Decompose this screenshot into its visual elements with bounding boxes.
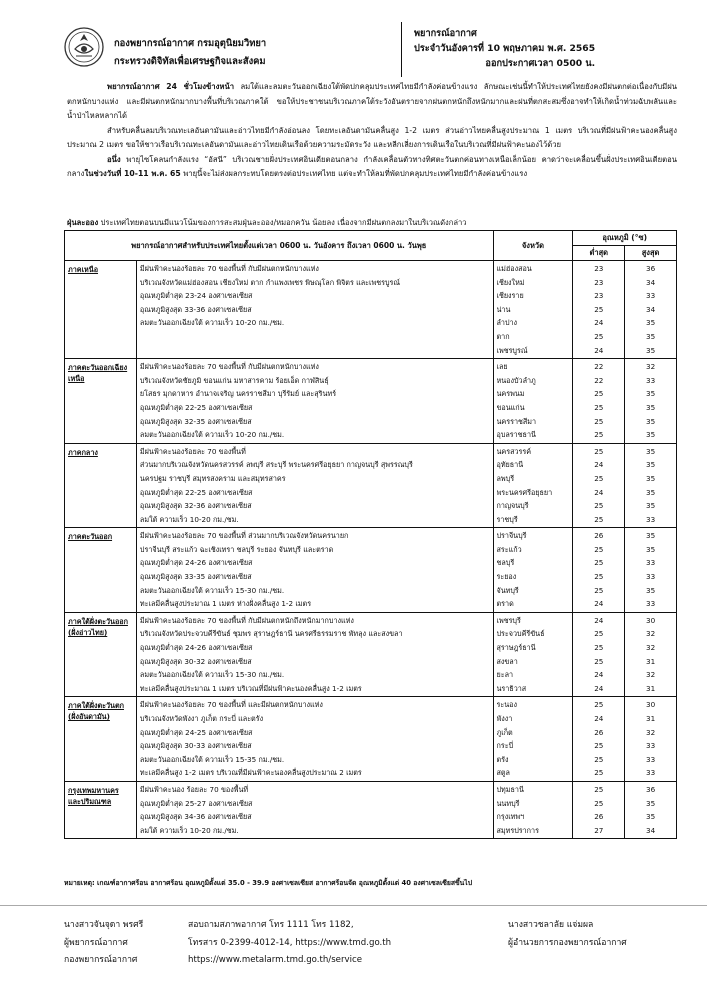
forecast-line: ลมใต้ ความเร็ว 10-20 กม./ชม. [139, 514, 239, 524]
province-cell: สตูล [496, 768, 510, 778]
temp-min-cell: 23 [594, 277, 604, 287]
region-forecast [136, 261, 493, 359]
province-cell: สงขลา [496, 656, 518, 666]
col-forecast-header: พยากรณ์อากาศสำหรับประเทศไทยตั้งแต่เวลา 0600 น. วันอังคาร ถึงเวลา 0600 น. วันพุธ [65, 231, 494, 261]
region-row [65, 781, 677, 838]
temp-max-cell: 35 [646, 473, 656, 483]
forecast-line: มีฝนฟ้าคะนอง ร้อยละ 70 ของพื้นที่ [139, 784, 249, 794]
forecast-line: บริเวณจังหวัดชัยภูมิ ขอนแก่น มหาสารคาม ร้อยเอ็ด กาฬสินธุ์ [139, 375, 329, 385]
forecast-line: อุณหภูมิสูงสุด 32-36 องศาเซลเซียส [139, 501, 252, 511]
temp-min-cell: 22 [594, 362, 604, 372]
temp-min-cell: 25 [594, 784, 604, 794]
temp-max-cell: 35 [646, 501, 656, 511]
province-cell-group [493, 697, 573, 782]
province-cell: ตราด [496, 599, 514, 609]
forecast-date: ประจำวันอังคารที่ 10 พฤษภาคม พ.ศ. 2565 [414, 43, 596, 54]
forecast-line: อุณหภูมิต่ำสุด 22-25 องศาเซลเซียส [139, 487, 253, 497]
forecast-line: ลมตะวันออกเฉียงใต้ ความเร็ว 15-30 กม./ชม. [139, 585, 285, 595]
temp-max-cell: 33 [646, 599, 656, 609]
temp-min-cell-group [573, 781, 625, 838]
region-name: ภาคเหนือ [65, 261, 137, 359]
forecast-line: บริเวณจังหวัดประจวบคีรีขันธ์ ชุมพร สุราษฎร์ธานี นครศรีธรรมราช พัทลุง และสงขลา [139, 629, 403, 639]
temp-max-cell: 33 [646, 741, 656, 751]
document-header [0, 0, 707, 82]
temp-max-cell: 30 [646, 700, 656, 710]
province-cell: ตรัง [496, 754, 509, 764]
forecast-line: อุณหภูมิสูงสุด 33-36 องศาเซลเซียส [139, 304, 252, 314]
temp-min-cell: 24 [594, 670, 604, 680]
province-cell: นครราชสีมา [496, 416, 537, 426]
region-name: ภาคใต้ฝั่งตะวันตก (ฝั่งอันดามัน) [65, 697, 137, 782]
forecast-line: ลมตะวันออกเฉียงใต้ ความเร็ว 15-35 กม./ชม. [139, 754, 285, 764]
temp-max-cell: 36 [646, 264, 656, 273]
province-cell: กรุงเทพฯ [496, 812, 525, 822]
temp-max-cell: 35 [646, 389, 656, 399]
contact-phone: สอบถามสภาพอากาศ โทร 1111 โทร 1182, [188, 920, 354, 930]
forecast-line: อุณหภูมิต่ำสุด 24-26 องศาเซลเซียส [139, 643, 253, 653]
temp-max-cell: 32 [646, 629, 656, 639]
temp-max-cell: 35 [646, 487, 656, 497]
col-min-header: ต่ำสุด [573, 246, 625, 261]
temp-min-cell: 23 [594, 264, 604, 273]
province-cell: เพชรบูรณ์ [496, 345, 528, 355]
region-name: ภาคกลาง [65, 443, 137, 528]
region-forecast [136, 443, 493, 528]
region-forecast [136, 781, 493, 838]
col-max-header: สูงสุด [625, 246, 677, 261]
temp-min-cell: 26 [594, 531, 604, 541]
province-cell: ปทุมธานี [496, 784, 524, 794]
forecast-title-block [414, 26, 595, 71]
region-row [65, 261, 677, 359]
province-cell: ลำปาง [496, 318, 518, 328]
forecast-line: อุณหภูมิต่ำสุด 23-24 องศาเซลเซียส [139, 291, 253, 301]
temp-min-cell: 24 [594, 683, 604, 693]
temp-max-cell: 35 [646, 331, 656, 341]
director-block [508, 917, 627, 952]
province-cell-group [493, 781, 573, 838]
summary-paragraph-2 [67, 124, 677, 153]
forecast-line: ทะเลมีคลื่นสูงประมาณ 1 เมตร บริเวณที่มีฝนฟ้าคะนองคลื่นสูง 1-2 เมตร [139, 683, 362, 693]
temp-min-cell: 25 [594, 389, 604, 399]
forecast-line: อุณหภูมิต่ำสุด 24-26 องศาเซลเซียส [139, 558, 253, 568]
forecast-line [140, 330, 490, 344]
forecast-line: อุณหภูมิสูงสุด 32-35 องศาเซลเซียส [139, 416, 252, 426]
province-cell-group [493, 612, 573, 697]
forecast-line: บริเวณจังหวัดพังงา ภูเก็ต กระบี่ และตรัง [139, 714, 264, 723]
province-cell: ปราจีนบุรี [496, 531, 527, 541]
forecast-line: ลมตะวันออกเฉียงใต้ ความเร็ว 15-30 กม./ชม. [139, 670, 285, 680]
temp-min-cell: 25 [594, 629, 604, 639]
temp-min-cell-group [573, 528, 625, 613]
temp-min-cell: 24 [594, 487, 604, 497]
province-cell: น่าน [496, 304, 511, 314]
temp-max-cell: 35 [646, 446, 656, 456]
footer-divider [0, 905, 707, 906]
province-cell: หนองบัวลำภู [496, 375, 536, 385]
temp-max-cell: 35 [646, 812, 656, 822]
summary-text-3b: พายุนี้จะไม่ส่งผลกระทบโดยตรงต่อประเทศไทย แต่จะทำให้ลมที่พัดปกคลุมประเทศไทยมีกำลังค่อนข้างแรง [180, 169, 528, 178]
temp-min-cell: 25 [594, 768, 604, 778]
temp-max-cell: 33 [646, 558, 656, 568]
col-province-header: จังหวัด [493, 231, 573, 261]
forecast-line: อุณหภูมิสูงสุด 33-35 องศาเซลเซียส [139, 572, 252, 582]
forecast-line: ปราจีนบุรี สระแก้ว ฉะเชิงเทรา ชลบุรี ระยอง จันทบุรี และตราด [139, 544, 334, 554]
director-title: ผู้อำนวยการกองพยากรณ์อากาศ [508, 937, 627, 948]
province-cell: สมุทรปราการ [496, 825, 539, 835]
region-row [65, 697, 677, 782]
region-name: ภาคใต้ฝั่งตะวันออก (ฝั่งอ่าวไทย) [65, 612, 137, 697]
temp-min-cell: 25 [594, 700, 604, 710]
temp-max-cell: 34 [646, 304, 656, 314]
temp-max-cell: 33 [646, 291, 656, 301]
temp-max-cell: 33 [646, 375, 656, 385]
contact-block [188, 917, 391, 970]
region-name: กรุงเทพมหานคร และปริมณฑล [65, 781, 137, 838]
temp-min-cell: 24 [594, 714, 604, 723]
contact-service-link[interactable]: https://www.metalarm.tmd.go.th/service [188, 955, 362, 965]
province-cell: ยะลา [496, 670, 514, 680]
temp-min-cell-group [573, 612, 625, 697]
forecast-line: ส่วนมากบริเวณจังหวัดนครสวรรค์ ลพบุรี สระบุรี พระนครศรีอยุธยา กาญจนบุรี สุพรรณบุรี [139, 460, 413, 470]
dust-label: ฝุ่นละออง [67, 218, 99, 227]
temp-max-cell: 33 [646, 572, 656, 582]
temp-max-cell: 33 [646, 754, 656, 764]
forecast-line: ยโสธร มุกดาหาร อำนาจเจริญ นครราชสีมา บุรีรัมย์ และสุรินทร์ [139, 389, 337, 399]
temp-max-cell-group [625, 443, 677, 528]
forecast-line: ลมตะวันออกเฉียงใต้ ความเร็ว 10-20 กม./ชม. [139, 430, 285, 440]
temp-max-cell: 31 [646, 683, 656, 693]
temp-max-cell: 34 [646, 825, 656, 835]
temp-max-cell: 35 [646, 798, 656, 808]
forecast-summary [67, 80, 677, 182]
heat-criteria-note: หมายเหตุ: เกณฑ์อากาศร้อน อากาศร้อน อุณหภูมิตั้งแต่ 35.0 - 39.9 องศาเซลเซียส อากาศร้อนจัด อุณหภูมิตั้งแต่ 40 องศาเซลเซียสขึ้นไป [64, 879, 473, 887]
temp-max-cell: 32 [646, 643, 656, 653]
province-cell: เชียงใหม่ [496, 277, 525, 287]
region-row [65, 528, 677, 613]
temp-max-cell: 32 [646, 727, 656, 737]
forecast-line: นครปฐม ราชบุรี สมุทรสงคราม และสมุทรสาคร [139, 473, 286, 483]
forecast-line: บริเวณจังหวัดแม่ฮ่องสอน เชียงใหม่ ตาก กำแพงเพชร พิษณุโลก พิจิตร และเพชรบูรณ์ [139, 277, 401, 287]
temp-min-cell-group [573, 261, 625, 359]
forecaster-block [64, 917, 143, 970]
temp-max-cell: 35 [646, 585, 656, 595]
temp-min-cell: 23 [594, 291, 604, 301]
summary-heading: พยากรณ์อากาศ 24 ชั่วโมงข้างหน้า [107, 82, 235, 91]
forecast-line: อุณหภูมิต่ำสุด 25-27 องศาเซลเซียส [139, 798, 253, 808]
temp-min-cell: 25 [594, 656, 604, 666]
forecast-line: มีฝนฟ้าคะนองร้อยละ 70 ของพื้นที่ และมีฝนตกหนักบางแห่ง [139, 700, 323, 710]
forecast-line: อุณหภูมิสูงสุด 34-36 องศาเซลเซียส [139, 812, 252, 822]
province-cell: ชลบุรี [496, 558, 515, 568]
province-cell: ภูเก็ต [496, 727, 513, 737]
temp-min-cell: 22 [594, 375, 604, 385]
temp-min-cell: 26 [594, 812, 604, 822]
temp-max-cell-group [625, 261, 677, 359]
province-cell-group [493, 443, 573, 528]
province-cell: ราชบุรี [496, 514, 518, 524]
temp-min-cell: 24 [594, 318, 604, 328]
temp-max-cell: 35 [646, 402, 656, 412]
temp-max-cell: 33 [646, 514, 656, 524]
region-name: ภาคตะวันออกเฉียงเหนือ [65, 359, 137, 444]
temp-min-cell: 25 [594, 754, 604, 764]
forecast-title: พยากรณ์อากาศ [414, 28, 477, 39]
province-cell: กาญจนบุรี [496, 501, 529, 511]
forecast-line: ทะเลมีคลื่นสูงประมาณ 1 เมตร ห่างฝั่งคลื่นสูง 1-2 เมตร [139, 599, 312, 609]
temp-min-cell: 24 [594, 460, 604, 470]
temp-max-cell: 35 [646, 430, 656, 440]
temp-min-cell: 25 [594, 643, 604, 653]
temp-max-cell-group [625, 697, 677, 782]
temp-max-cell: 32 [646, 362, 656, 372]
summary-text-3a: พายุไซโคลนกำลังแรง “อัสนี” บริเวณชายฝั่งประเทศอินเดียตอนกลาง กำลังเคลื่อนตัวทางทิศตะวันตกค่อนทางเหนือเล็กน้อย คาดว่าจะเคลื่อนขึ้นฝั่งประเทศอินเดียตอนกลาง [67, 154, 677, 178]
temp-min-cell: 24 [594, 615, 604, 625]
temp-min-cell: 25 [594, 446, 604, 456]
province-cell: อุทัยธานี [496, 460, 524, 470]
temp-max-cell-group [625, 612, 677, 697]
dust-text: ประเทศไทยตอนบนมีแนวโน้มของการสะสมฝุ่นละออง/หมอกควัน น้อยลง เนื่องจากมีฝนตกลงมาในบริเวณดังกล่าว [98, 218, 467, 227]
forecast-line: อุณหภูมิต่ำสุด 22-25 องศาเซลเซียส [139, 402, 253, 412]
forecast-line: มีฝนฟ้าคะนองร้อยละ 70 ของพื้นที่ กับมีฝนตกหนักถึงหนักมากบางแห่ง [139, 615, 354, 625]
forecast-table [64, 230, 677, 839]
temp-min-cell: 25 [594, 798, 604, 808]
temp-min-cell: 25 [594, 572, 604, 582]
region-forecast [136, 359, 493, 444]
temp-min-cell: 25 [594, 501, 604, 511]
ministry-name: กระทรวงดิจิทัลเพื่อเศรษฐกิจและสังคม [114, 56, 266, 67]
forecast-line: อุณหภูมิสูงสุด 30-32 องศาเซลเซียส [139, 656, 252, 666]
province-cell: อุบลราชธานี [496, 430, 536, 440]
forecast-line: มีฝนฟ้าคะนองร้อยละ 70 ของพื้นที่ [139, 446, 246, 456]
province-cell: นนทบุรี [496, 798, 520, 808]
temp-max-cell-group [625, 528, 677, 613]
temp-max-cell: 35 [646, 345, 656, 355]
temp-min-cell: 25 [594, 585, 604, 595]
province-cell: ลพบุรี [496, 473, 515, 483]
temp-max-cell: 34 [646, 277, 656, 287]
province-cell: แม่ฮ่องสอน [496, 264, 532, 273]
province-cell-group [493, 261, 573, 359]
region-row [65, 359, 677, 444]
region-row [65, 443, 677, 528]
forecast-line: มีฝนฟ้าคะนองร้อยละ 70 ของพื้นที่ กับมีฝนตกหนักบางแห่ง [139, 362, 319, 372]
region-forecast [136, 612, 493, 697]
province-cell: นครสวรรค์ [496, 446, 532, 456]
forecast-line [140, 344, 490, 358]
temp-min-cell-group [573, 697, 625, 782]
temp-min-cell: 25 [594, 430, 604, 440]
temp-max-cell: 32 [646, 670, 656, 680]
temp-min-cell: 25 [594, 514, 604, 524]
temp-min-cell-group [573, 359, 625, 444]
forecast-line: มีฝนฟ้าคะนองร้อยละ 70 ของพื้นที่ ส่วนมากบริเวณจังหวัดนครนายก [139, 531, 349, 541]
province-cell: เพชรบุรี [496, 615, 521, 625]
province-cell: ตาก [496, 331, 510, 341]
province-cell: สุราษฎร์ธานี [496, 643, 536, 653]
temp-max-cell: 33 [646, 768, 656, 778]
director-name: นางสาวชลาลัย แจ่มผล [508, 920, 594, 930]
temp-min-cell: 25 [594, 416, 604, 426]
department-name: กองพยากรณ์อากาศ กรมอุตุนิยมวิทยา [114, 38, 267, 49]
province-cell: ขอนแก่น [496, 402, 525, 412]
temp-min-cell: 25 [594, 402, 604, 412]
province-cell-group [493, 359, 573, 444]
forecaster-name: นางสาวจันจุดา พรศรี [64, 920, 144, 930]
temp-max-cell-group [625, 781, 677, 838]
temp-max-cell: 31 [646, 714, 656, 723]
forecast-line: ลมตะวันออกเฉียงใต้ ความเร็ว 10-20 กม./ชม. [139, 318, 285, 328]
temp-min-cell: 24 [594, 345, 604, 355]
province-cell: ระยอง [496, 572, 517, 582]
temp-min-cell: 25 [594, 558, 604, 568]
temp-min-cell: 25 [594, 473, 604, 483]
temp-max-cell: 35 [646, 531, 656, 541]
forecast-issued-time: ออกประกาศเวลา 0500 น. [485, 58, 596, 69]
summary-paragraph-3 [67, 153, 677, 182]
forecast-line: ทะเลมีคลื่นสูง 1-2 เมตร บริเวณที่มีฝนฟ้าคะนองคลื่นสูงประมาณ 2 เมตร [139, 768, 362, 778]
region-forecast [136, 528, 493, 613]
temp-min-cell: 24 [594, 599, 604, 609]
province-cell: พระนครศรีอยุธยา [496, 487, 553, 497]
temp-min-cell: 25 [594, 544, 604, 554]
province-cell: กระบี่ [496, 741, 514, 751]
col-temp-header: อุณหภูมิ (°ซ) [573, 231, 677, 246]
summary-text-2: สำหรับคลื่นลมบริเวณทะเลอันดามันและอ่าวไทยมีกำลังอ่อนลง โดยทะเลอันดามันคลื่นสูง 1-2 เมตร ส่วนอ่าวไทยคลื่นสูงประมาณ 1 เมตร บริเวณที่มีฝนฟ้าคะนองคลื่นสูงประมาณ 2 เมตร ขอให้ชาวเรือบริเวณทะเลอันดามันและอ่าวไทยเดินเรือด้วยความระมัดระวัง และหลีกเลี่ยงการเดินเรือในบริเวณที่มีฝนฟ้าคะนองไว้ด้วย [67, 125, 677, 149]
province-cell: จันทบุรี [496, 585, 519, 595]
forecast-line: อุณหภูมิสูงสุด 30-33 องศาเซลเซียส [139, 741, 252, 751]
province-cell: ประจวบคีรีขันธ์ [496, 629, 545, 639]
forecaster-title: ผู้พยากรณ์อากาศ [64, 937, 128, 948]
temp-max-cell-group [625, 359, 677, 444]
temp-min-cell-group [573, 443, 625, 528]
temp-max-cell: 30 [646, 615, 656, 625]
temp-min-cell: 25 [594, 304, 604, 314]
forecaster-division: กองพยากรณ์อากาศ [64, 955, 138, 965]
region-forecast [136, 697, 493, 782]
temp-max-cell: 36 [646, 784, 656, 794]
temp-max-cell: 35 [646, 460, 656, 470]
forecast-line: ลมใต้ ความเร็ว 10-20 กม./ชม. [139, 825, 239, 835]
summary-note-label: อนึ่ง [107, 154, 121, 164]
temp-max-cell: 35 [646, 318, 656, 328]
temp-min-cell: 25 [594, 741, 604, 751]
province-cell-group [493, 528, 573, 613]
dust-note [67, 217, 677, 229]
province-cell: นครพนม [496, 389, 525, 399]
department-block [114, 35, 266, 71]
temp-max-cell: 35 [646, 544, 656, 554]
summary-date-range: ในช่วงวันที่ 10-11 พ.ค. 65 [84, 169, 181, 178]
summary-text-1: ลมใต้และลมตะวันออกเฉียงใต้พัดปกคลุมประเทศไทยมีกำลังค่อนข้างแรง ลักษณะเช่นนี้ทำให้ประเทศไทยยังคงมีฝนตกต่อเนื่องกับมีฝนตกหนักบางแห่ง และมีฝนตกหนักมากบางพื้นที่บริเวณภาคใต้ ขอให้ประชาชนบริเวณภาคใต้ระวังอันตรายจากฝนตกหนักถึงหนักมากและฝนที่ตกสะสมซึ่งอาจทำให้เกิดน้ำท่วมฉับพลันและน้ำป่าไหลหลากได้ [67, 82, 677, 120]
tmd-seal-icon [64, 27, 104, 67]
header-divider [401, 22, 402, 77]
region-row [65, 612, 677, 697]
temp-min-cell: 25 [594, 331, 604, 341]
province-cell: พังงา [496, 714, 513, 723]
temp-max-cell: 35 [646, 416, 656, 426]
province-cell: นราธิวาส [496, 683, 527, 693]
contact-fax-website[interactable]: โทรสาร 0-2399-4012-14, https://www.tmd.go.th [188, 937, 392, 948]
temp-min-cell: 26 [594, 727, 604, 737]
province-cell: สระแก้ว [496, 544, 522, 554]
forecast-line: มีฝนฟ้าคะนองร้อยละ 70 ของพื้นที่ กับมีฝนตกหนักบางแห่ง [139, 264, 319, 273]
temp-min-cell: 27 [594, 825, 604, 835]
temp-max-cell: 31 [646, 656, 656, 666]
region-name: ภาคตะวันออก [65, 528, 137, 613]
summary-paragraph-1 [67, 80, 677, 124]
forecast-line: อุณหภูมิต่ำสุด 24-25 องศาเซลเซียส [139, 727, 253, 737]
province-cell: เชียงราย [496, 291, 524, 301]
province-cell: ระนอง [496, 700, 517, 710]
province-cell: เลย [496, 362, 508, 372]
